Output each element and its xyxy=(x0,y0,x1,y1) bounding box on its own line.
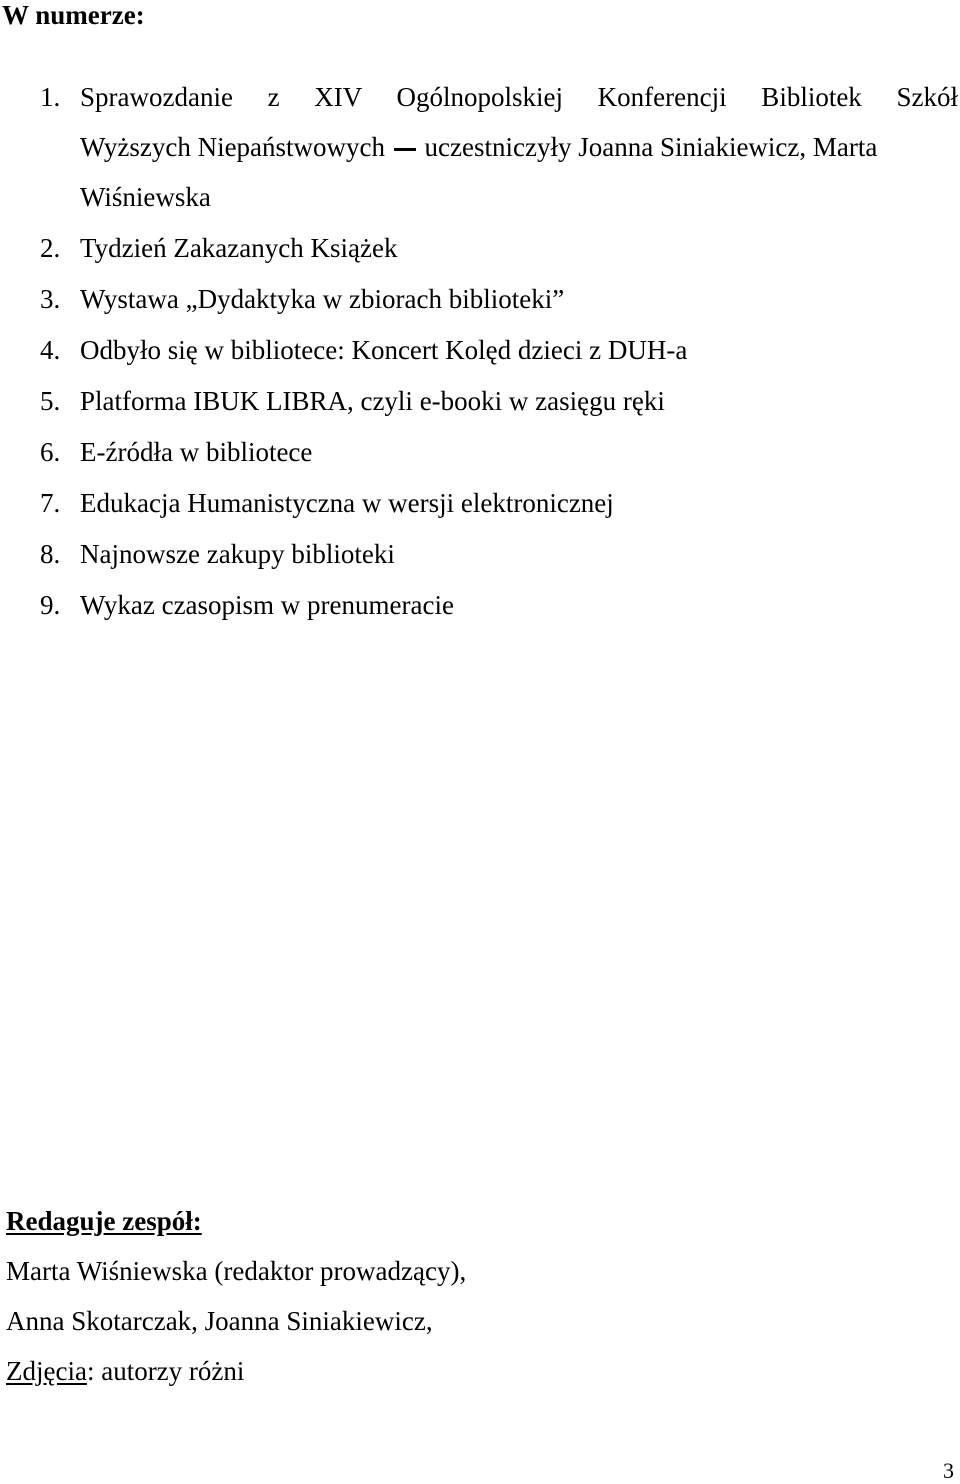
toc-item-text: E-źródła w bibliotece xyxy=(80,437,313,467)
toc-item-number: 7. xyxy=(40,488,61,518)
page-number: 3 xyxy=(943,1458,954,1483)
credits-title: Redaguje zespół: xyxy=(6,1206,202,1236)
toc-item-text: Platforma IBUK LIBRA, czyli e-booki w zasięgu ręki xyxy=(80,386,665,416)
contents-heading: W numerze: xyxy=(2,0,145,30)
toc-item-number: 4. xyxy=(40,335,61,365)
credits-line: Marta Wiśniewska (redaktor prowadzący), xyxy=(6,1256,467,1286)
credits-photos xyxy=(6,1358,244,1385)
toc-item-number: 6. xyxy=(40,437,61,467)
photos-value: : autorzy różni xyxy=(86,1356,245,1386)
toc-item-text: Edukacja Humanistyczna w wersji elektronicznej xyxy=(80,488,614,518)
dash-icon xyxy=(394,148,416,151)
toc-item-number: 1. xyxy=(40,82,61,112)
toc-item-text: Odbyło się w bibliotece: Koncert Kolęd dzieci z DUH-a xyxy=(80,335,688,365)
toc-item-number: 3. xyxy=(40,284,61,314)
toc-item-text-segment: uczestniczyły Joanna Siniakiewicz, Marta xyxy=(424,132,878,162)
toc-item-text: Najnowsze zakupy biblioteki xyxy=(80,539,395,569)
toc-item-text-line xyxy=(80,134,958,161)
toc-item-number: 5. xyxy=(40,386,61,416)
toc-item-text-line: Wiśniewska xyxy=(80,182,211,212)
photos-label: Zdjęcia xyxy=(6,1356,87,1386)
toc-item-text: Wystawa „Dydaktyka w zbiorach biblioteki” xyxy=(80,284,565,314)
toc-item-text: Wykaz czasopism w prenumeracie xyxy=(80,590,454,620)
toc-item-text: Tydzień Zakazanych Książek xyxy=(80,233,398,263)
toc-item-text-line: Sprawozdanie z XIV Ogólnopolskiej Konferencji Bibliotek Szkół xyxy=(80,82,958,112)
toc-item-number: 8. xyxy=(40,539,61,569)
toc-item-text-segment: Wyższych Niepaństwowych xyxy=(80,132,386,162)
toc-item-number: 2. xyxy=(40,233,61,263)
credits-line: Anna Skotarczak, Joanna Siniakiewicz, xyxy=(6,1306,433,1336)
toc-item-number: 9. xyxy=(40,590,61,620)
